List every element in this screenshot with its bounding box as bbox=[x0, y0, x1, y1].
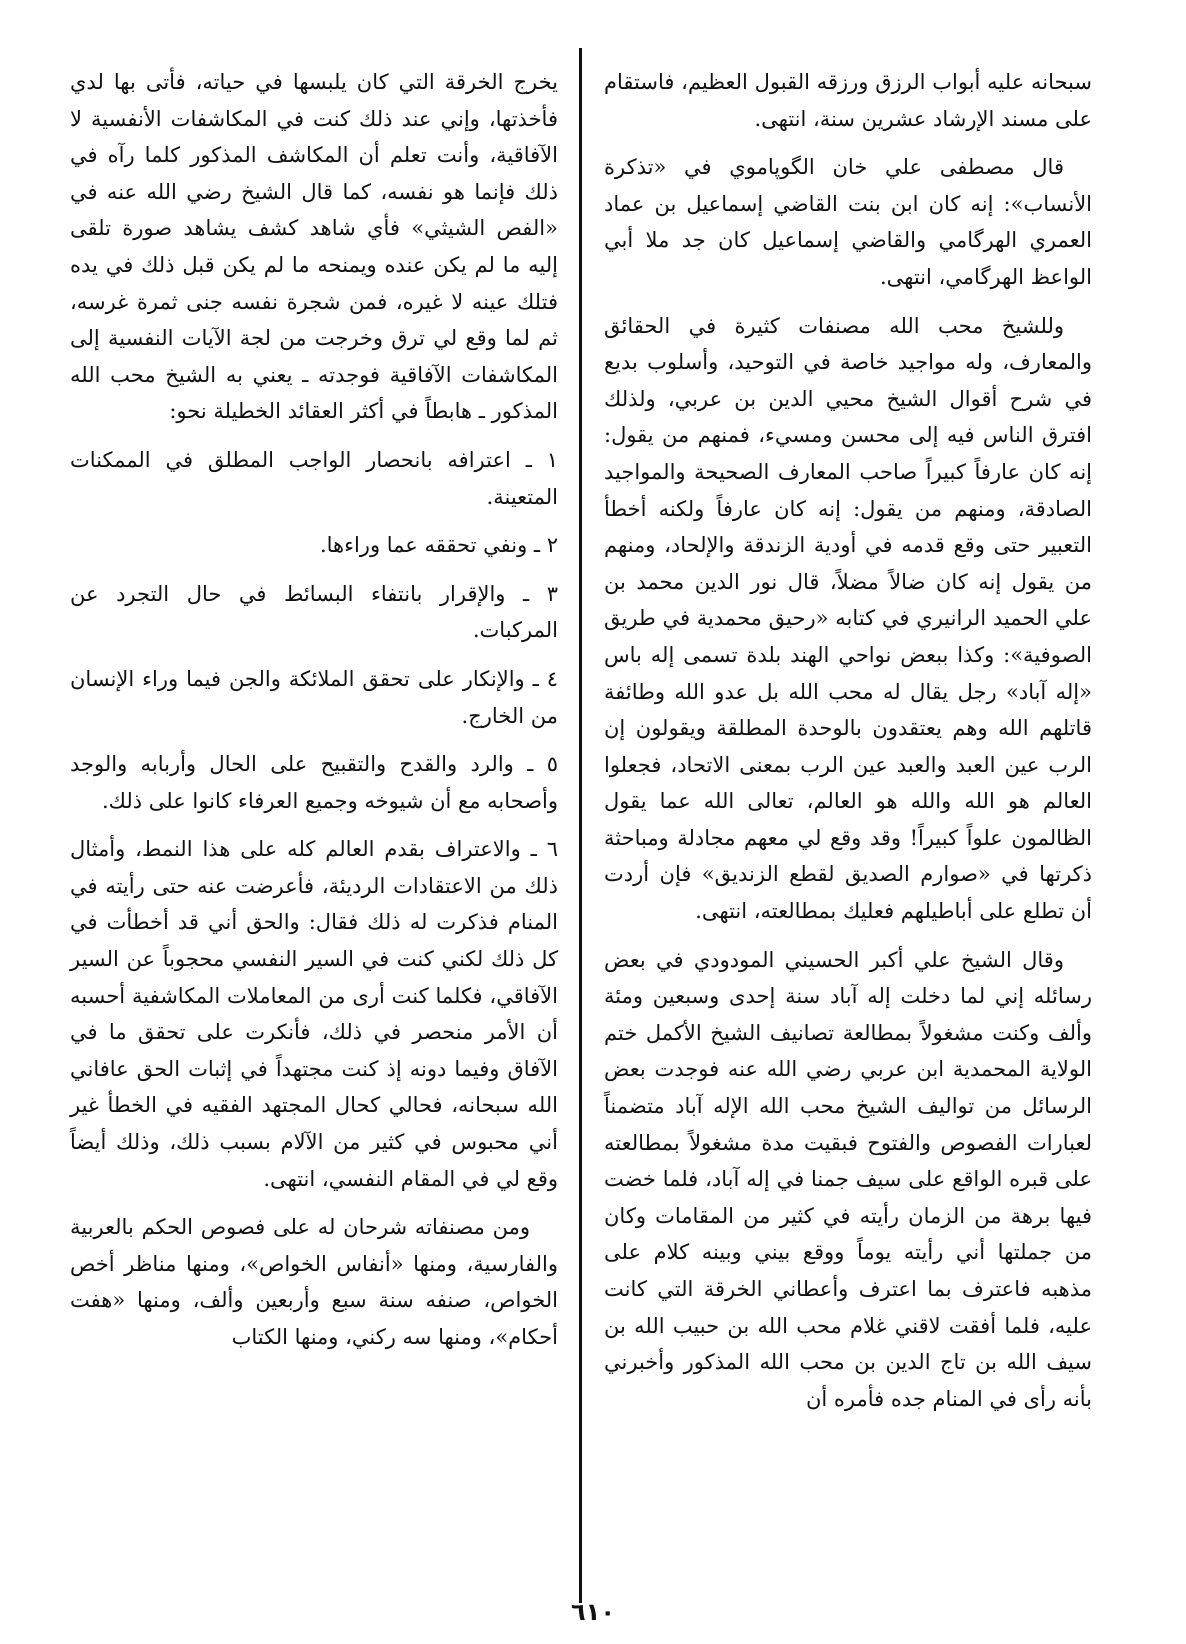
list-item: ٣ ـ والإقرار بانتفاء البسائط في حال التجرد عن المركبات. bbox=[70, 581, 558, 643]
list-item: ٥ ـ والرد والقدح والتقبيح على الحال وأربابه والوجد وأصحابه مع أن شيوخه وجميع العرفاء كانوا على ذلك. bbox=[70, 752, 558, 813]
left-column bbox=[70, 64, 558, 1368]
paragraph: وقال الشيخ علي أكبر الحسيني المودودي في بعض رسائله إني لما دخلت إله آباد سنة إحدى وسبعين ومئة وألف وكنت مشغولاً بمطالعة تصانيف الشيخ الأكمل ختم الولاية المحمدية ابن عربي رضي الله عنه فوجدت بعض الرسائل من تواليف الشيخ محب الله الإله آباد متضمناً لعبارات الفصوص والفتوح فبقيت مدة مشغولاً بمطالعته على قبره الواقع على سيف جمنا في إله آباد، فلما خضت فيها برهة من الزمان رأيته في كثير من المقامات وكان من جملتها أني رأيته يوماً ووقع بيني وبينه كلام على مذهبه فاعترف بما اعترف وأعطاني الخرقة التي كانت عليه، فلما أفقت لاقني غلام محب الله بن حبيب الله بن سيف الله بن تاج الدين بن محب الله المذكور وأخبرني بأنه رأى في المنام جده فأمره أن bbox=[604, 947, 1092, 1411]
list-item: ٤ ـ والإنكار على تحقق الملائكة والجن فيما وراء الإنسان من الخارج. bbox=[70, 666, 558, 728]
paragraph: وللشيخ محب الله مصنفات كثيرة في الحقائق والمعارف، وله مواجيد خاصة في التوحيد، وأسلوب بديع في شرح أقوال الشيخ محيي الدين بن عربي، ولذلك افترق الناس فيه إلى محسن ومسيء، فمنهم من يقول: إنه كان عارفاً كبيراً صاحب المعارف الصحيحة والمواجيد الصادقة، ومنهم من يقول: إنه كان عارفاً ولكنه أخطأ التعبير حتى وقع قدمه في أودية الزندقة والإلحاد، ومنهم من يقول إنه كان ضالاً مضلاً، قال نور الدين محمد بن علي الحميد الرانيري في كتابه «رحيق محمدية في طريق الصوفية»: وكذا ببعض نواحي الهند بلدة تسمى إله باس «إله آباد» رجل يقال له محب الله بل عدو الله وطائفة قاتلهم الله وهم يعتقدون بالوحدة المطلقة ويقولون إن الرب عين العبد والعبد عين الرب بمعنى الاتحاد، فجعلوا العالم هو الله والله هو العالم، تعالى الله عما يقول الظالمون علواً كبيراً! وقد وقع لي معهم مجادلة ومباحثة ذكرتها في «صوارم الصديق لقطع الزنديق» فإن أردت أن تطلع على أباطيلهم فعليك بمطالعته، انتهى. bbox=[604, 313, 1092, 924]
paragraph: يخرج الخرقة التي كان يلبسها في حياته، فأتى بها لدي فأخذتها، وإني عند ذلك كنت في المكاشفات الأنفسية لا الآفاقية، وأنت تعلم أن المكاشف المذكور كلما رآه في ذلك فإنما هو نفسه، كما قال الشيخ رضي الله عنه في «الفص الشيثي» فأي شاهد كشف يشاهد صورة تلقى إليه ما لم يكن عنده ويمنحه ما لم يكن قبل ذلك في يده فتلك عينه لا غيره، فمن شجرة نفسه جنى ثمرة غرسه، ثم لما وقع لي ترق وخرجت من لجة الآيات النفسية إلى المكاشفات الآفاقية فوجدته ـ يعني به الشيخ محب الله المذكور ـ هابطاً في أكثر العقائد الخطيلة نحو: bbox=[70, 70, 558, 424]
paragraph: ومن مصنفاته شرحان له على فصوص الحكم بالعربية والفارسية، ومنها «أنفاس الخواص»، ومنها مناظر أخص الخواص، صنفه سنة سبع وأربعين وألف، ومنها «هفت أحكام»، ومنها سه ركني، ومنها الكتاب bbox=[70, 1215, 558, 1349]
list-item: ٦ ـ والاعتراف بقدم العالم كله على هذا النمط، وأمثال ذلك من الاعتقادات الرديئة، فأعرضت عنه حتى رأيته في المنام فذكرت له ذلك فقال: والحق أني قد أخطأت في كل ذلك لكني كنت في السير النفسي محجوباً عن السير الآفاقي، فكلما كنت أرى من المعاملات المكاشفية أحسبه أن الأمر منحصر في ذلك، فأنكرت على تحقق ما في الآفاق وفيما دونه إذ كنت مجتهداً في إثبات الحق عافاني الله سبحانه، فحالي كحال المجتهد الفقيه في الخطأ غير أني محبوس في كثير من الآلام بسبب ذلك، وذلك أيضاً وقع لي في المقام النفسي، انتهى. bbox=[70, 837, 558, 1191]
list-item: ١ ـ اعترافه بانحصار الواجب المطلق في الممكنات المتعينة. bbox=[70, 447, 558, 509]
right-column bbox=[604, 64, 1092, 1429]
paragraph: سبحانه عليه أبواب الرزق ورزقه القبول العظيم، فاستقام على مسند الإرشاد عشرين سنة، انتهى. bbox=[604, 70, 1092, 131]
page-number: ٦١٠ bbox=[571, 1598, 615, 1626]
list-item: ٢ ـ ونفي تحققه عما وراءها. bbox=[319, 533, 558, 558]
column-divider bbox=[579, 48, 582, 1603]
paragraph: قال مصطفى علي خان الگوپاموي في «تذكرة الأنساب»: إنه كان ابن بنت القاضي إسماعيل بن عماد العمري الهرگامي والقاضي إسماعيل كان جد ملا أبي الواعظ الهرگامي، انتهى. bbox=[604, 155, 1092, 289]
